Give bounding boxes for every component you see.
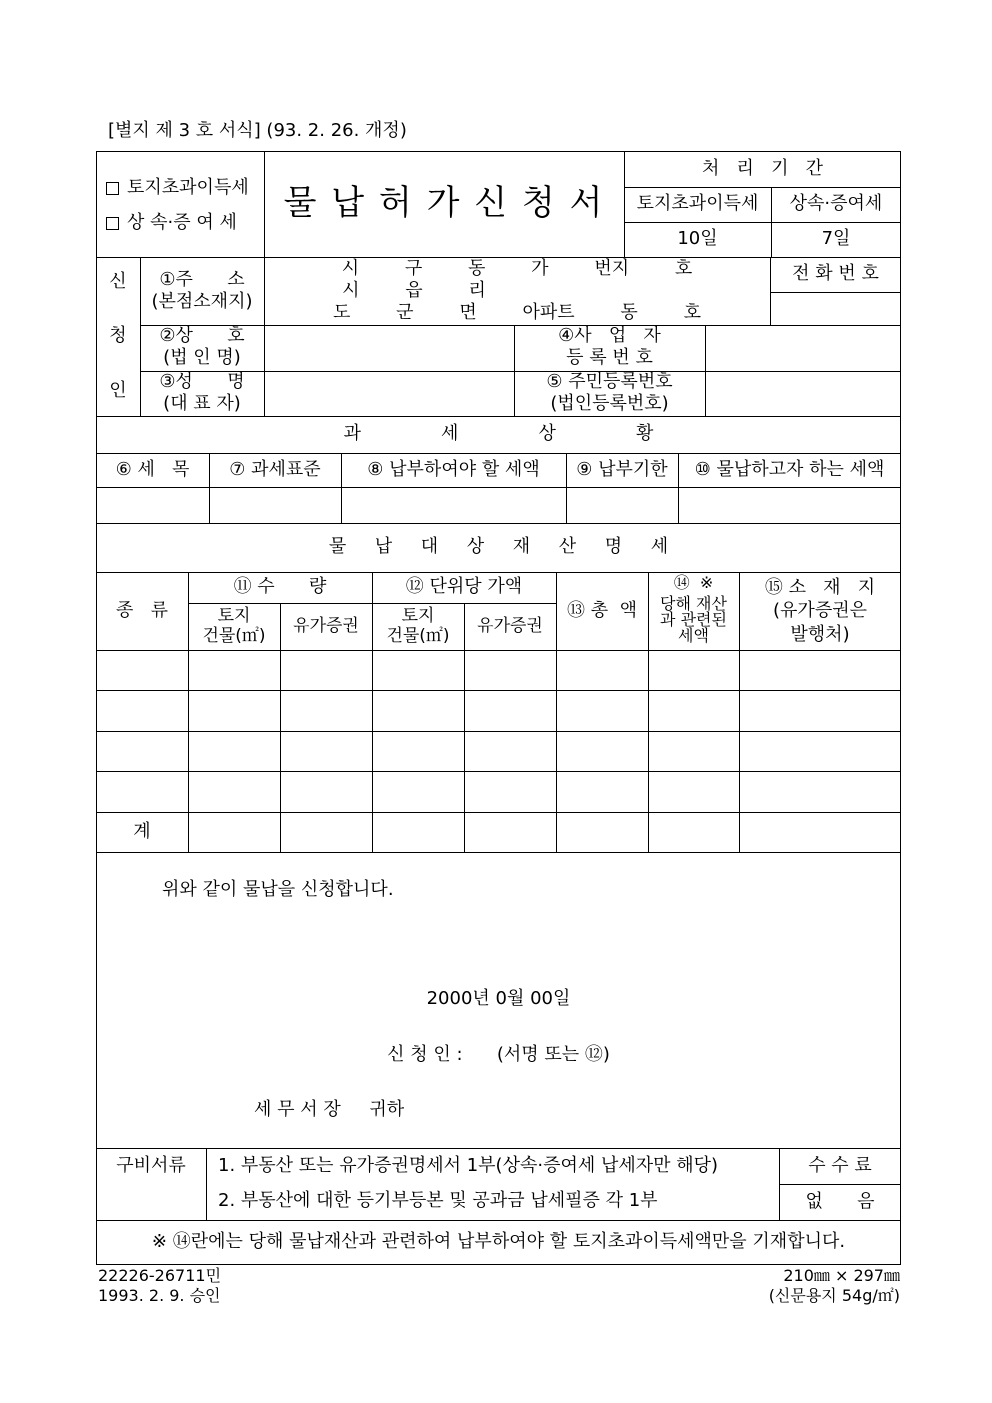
property-sum-label: 계 <box>133 820 151 842</box>
resident-no-label-2: (법인등록번호) <box>550 393 669 415</box>
footer-paper: (신문용지 54g/㎡) <box>768 1286 900 1306</box>
resident-no-label-1: ⑤ 주민등록번호 <box>546 371 673 393</box>
footer-approved: 1993. 2. 9. 승인 <box>98 1286 221 1306</box>
application-date: 2000년 0월 00일 <box>426 987 571 1009</box>
footer-code: 22226-26711민 <box>98 1266 222 1286</box>
applicant-signature[interactable]: 신 청 인 : (서명 또는 ⑫) <box>387 1043 610 1065</box>
tax-amount-due-field[interactable] <box>342 488 565 522</box>
property-col-related-tax-mark: ⑭ ※ <box>673 572 714 592</box>
biz-no-label-2: 등 록 번 호 <box>566 347 653 369</box>
name-label-1: ③성 명 <box>159 371 245 393</box>
note-text: ※ ⑭란에는 당해 물납재산과 관련하여 납부하여야 할 토지초과이득세액만을 기재합니다. <box>151 1231 846 1253</box>
tax-col-deadline: ⑨ 납부기한 <box>576 458 668 480</box>
property-col-related-tax: 당해 재산 과 관련된 세액 <box>660 594 727 645</box>
period-val-land: 10일 <box>677 228 718 250</box>
address-label-1: ①주 소 <box>159 268 245 290</box>
fee-label: 수 수 료 <box>808 1154 872 1176</box>
property-col-unit-price: ⑫ 단위당 가액 <box>405 576 523 598</box>
property-header: 물 납 대 상 재 산 명 세 <box>328 536 669 558</box>
property-col-quantity: ⑪ 수 량 <box>233 576 327 598</box>
name-label-2: (대 표 자) <box>163 393 241 415</box>
unit-price-land-building: 토지 건물(㎡) <box>386 605 450 646</box>
form-label: [별지 제 3 호 서식] (93. 2. 26. 개정) <box>108 120 407 142</box>
property-col-kind: 종 류 <box>116 599 168 621</box>
fee-value: 없 음 <box>805 1190 875 1212</box>
tax-col-amount-due: ⑧ 납부하여야 할 세액 <box>367 458 540 480</box>
tax-base-field[interactable] <box>210 488 340 522</box>
name-field[interactable] <box>265 372 513 415</box>
address-label-2: (본점소재지) <box>151 290 253 312</box>
quantity-securities: 유가증권 <box>293 615 359 636</box>
tax-col-payment-in-kind: ⑩ 물납하고자 하는 세액 <box>694 458 885 480</box>
tax-payment-field[interactable] <box>679 488 900 522</box>
period-col-inheritance: 상속·증여세 <box>789 193 883 215</box>
checkbox-inheritance-tax[interactable]: 상 속·증 여 세 <box>106 210 237 236</box>
checkbox-land-tax[interactable]: 토지초과이득세 <box>106 175 249 201</box>
trade-name-label-2: (법 인 명) <box>163 347 241 369</box>
checkbox-icon[interactable] <box>106 217 119 230</box>
unit-price-securities: 유가증권 <box>477 615 543 636</box>
biz-no-field[interactable] <box>706 326 900 370</box>
phone-label: 전 화 번 호 <box>792 263 879 285</box>
phone-field[interactable] <box>771 293 900 324</box>
address-line-3: 도 군 면 아파트 동 호 <box>333 301 701 323</box>
period-header: 처 리 기 간 <box>701 157 824 179</box>
address-line-2: 시 읍 리 <box>342 279 486 301</box>
declaration-text: 위와 같이 물납을 신청합니다. <box>162 879 394 901</box>
period-val-inheritance: 7일 <box>821 228 851 250</box>
form-title: 물 납 허 가 신 청 서 <box>283 183 605 224</box>
address-line-1: 시 구 동 가 번지 호 <box>341 257 693 279</box>
tax-deadline-field[interactable] <box>567 488 677 522</box>
tax-status-header: 과 세 상 황 <box>343 423 654 445</box>
footer-size: 210㎜ × 297㎜ <box>783 1266 900 1286</box>
tax-col-item: ⑥ 세 목 <box>115 458 190 480</box>
resident-no-field[interactable] <box>706 372 900 415</box>
tax-col-base: ⑦ 과세표준 <box>229 458 321 480</box>
quantity-land-building: 토지 건물(㎡) <box>202 605 266 646</box>
checkbox-icon[interactable] <box>106 182 119 195</box>
tax-item-field[interactable] <box>97 488 208 522</box>
trade-name-field[interactable] <box>265 326 513 370</box>
applicant-side-2: 청 <box>109 324 127 346</box>
recipient-text: 세 무 서 장 귀하 <box>254 1099 405 1121</box>
documents-label: 구비서류 <box>116 1154 186 1176</box>
trade-name-label-1: ②상 호 <box>159 325 245 347</box>
applicant-side-1: 신 <box>109 270 127 292</box>
period-col-land: 토지초과이득세 <box>636 193 759 215</box>
documents-item-1: 1. 부동산 또는 유가증권명세서 1부(상속·증여세 납세자만 해당) <box>218 1155 719 1177</box>
property-col-total: ⑬ 총 액 <box>567 599 637 621</box>
biz-no-label-1: ④사 업 자 <box>558 325 661 347</box>
documents-item-2: 2. 부동산에 대한 등기부등본 및 공과금 납세필증 각 1부 <box>218 1190 658 1212</box>
property-col-location: ⑮ 소 재 지 (유가증권은 발행처) <box>764 576 876 645</box>
applicant-side-3: 인 <box>109 379 127 401</box>
